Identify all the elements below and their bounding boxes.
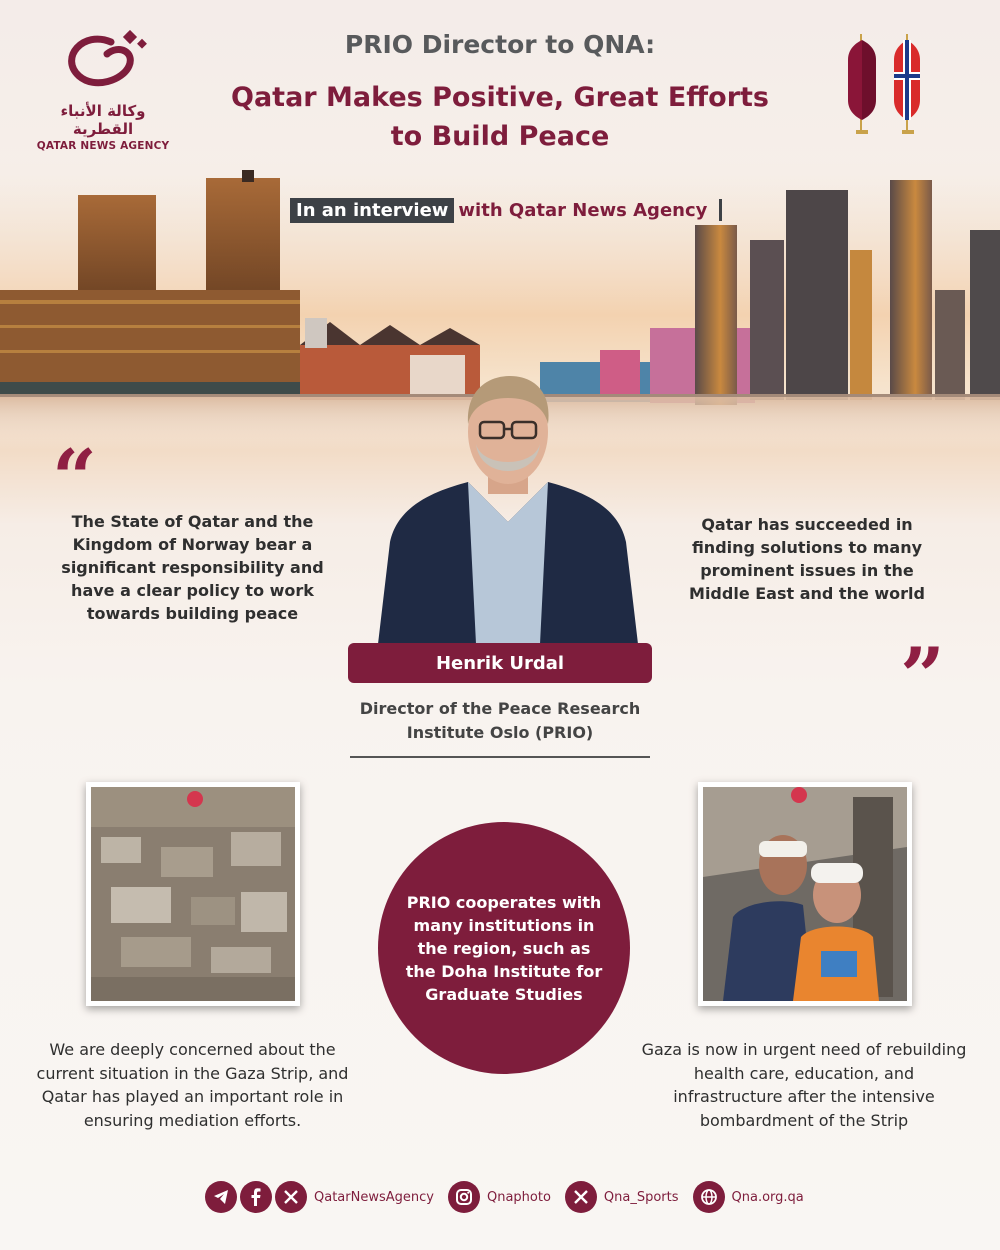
close-quote-icon: ” — [900, 631, 945, 722]
portrait-photo — [368, 372, 648, 644]
circle-text: PRIO cooperates with many institutions in the region, such as the Doha Institute for Graduate Studies — [405, 892, 603, 1004]
social-footer — [205, 1180, 818, 1214]
open-quote-icon: “ — [52, 433, 97, 524]
handle-sports[interactable]: Qna_Sports — [603, 1189, 679, 1205]
logo-english-text: QATAR NEWS AGENCY — [36, 140, 170, 152]
interview-divider — [719, 199, 722, 221]
telegram-icon[interactable] — [205, 1181, 237, 1213]
x-sports-icon[interactable] — [565, 1181, 597, 1213]
headline-line-2: to Build Peace — [390, 121, 610, 152]
divider-line — [350, 756, 650, 758]
pre-title: PRIO Director to QNA: — [344, 30, 656, 59]
role-line-1: Director of the Peace Research — [359, 699, 641, 718]
website-link[interactable]: Qna.org.qa — [731, 1189, 804, 1205]
headline-line-1: Qatar Makes Positive, Great Efforts — [231, 82, 769, 113]
interview-tag — [290, 196, 722, 224]
ruins-image — [91, 787, 295, 1001]
qna-logo-mark-icon — [53, 30, 153, 98]
qna-logo — [28, 30, 178, 152]
instagram-icon[interactable] — [448, 1181, 480, 1213]
info-circle — [378, 822, 630, 1074]
globe-icon[interactable] — [693, 1181, 725, 1213]
caption-left: We are deeply concerned about the current situation in the Gaza Strip, and Qatar has played an important role in ensuring mediation efforts. — [36, 1040, 349, 1130]
logo-arabic-text: وكالة الأنباء القطرية — [60, 102, 146, 138]
x-icon[interactable] — [275, 1181, 307, 1213]
flags-illustration — [840, 30, 940, 145]
person-role — [330, 697, 670, 745]
handle-instagram[interactable]: Qnaphoto — [486, 1189, 551, 1205]
facebook-icon[interactable] — [240, 1181, 272, 1213]
caption-right: Gaza is now in urgent need of rebuilding health care, education, and infrastructure after the intensive bombardment of the Strip — [641, 1040, 967, 1130]
photo-gaza-family — [698, 782, 912, 1006]
norway-flag-icon — [894, 34, 920, 134]
interview-source: with Qatar News Agency — [458, 199, 708, 221]
role-line-2: Institute Oslo (PRIO) — [406, 723, 594, 742]
family-image — [703, 787, 907, 1001]
handle-main[interactable]: QatarNewsAgency — [314, 1189, 434, 1205]
photo-gaza-ruins — [86, 782, 300, 1006]
person-name: Henrik Urdal — [435, 652, 565, 674]
interview-highlight: In an interview — [290, 198, 454, 223]
headline — [200, 78, 800, 156]
qatar-flag-icon — [848, 34, 876, 134]
name-plate — [348, 643, 652, 683]
quote-left: The State of Qatar and the Kingdom of Norway bear a significant responsibility and have a clear policy to work towards building peace — [61, 512, 324, 623]
quote-right: Qatar has succeeded in finding solutions to many prominent issues in the Middle East and the world — [689, 515, 925, 603]
